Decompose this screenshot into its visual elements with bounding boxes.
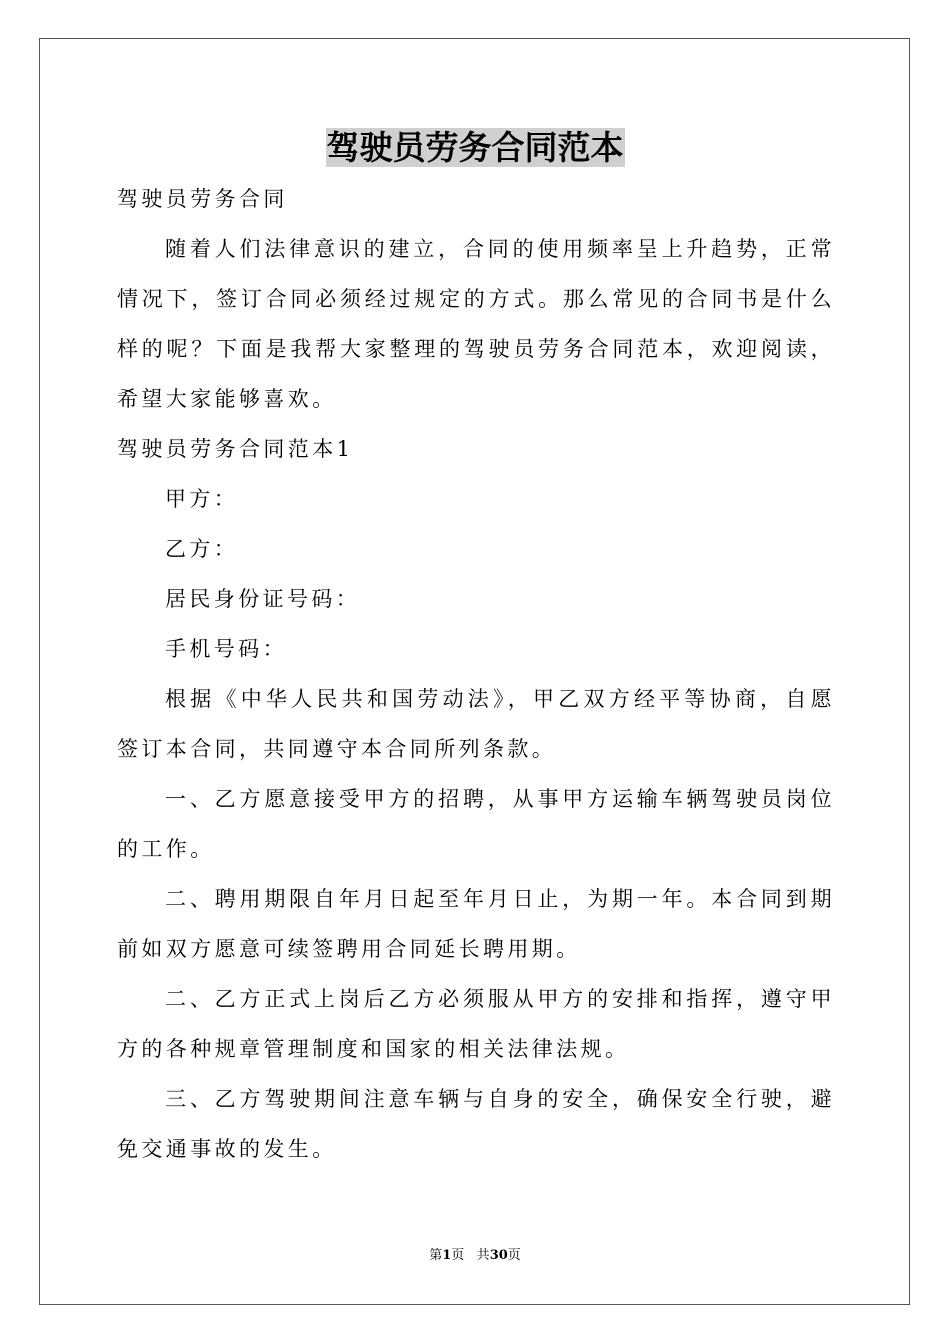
- page-prefix: 第: [429, 1248, 443, 1263]
- paragraph: 手机号码：: [165, 637, 287, 661]
- paragraph: 乙方：: [165, 537, 239, 561]
- paragraph: 甲方：: [165, 487, 239, 511]
- total-pages: 30: [489, 1248, 508, 1263]
- page-suffix: 页: [451, 1248, 465, 1263]
- paragraph: 根据《中华人民共和国劳动法》，甲乙双方经平等协商，自愿签订本合同，共同遵守本合同所列条款。: [117, 687, 835, 761]
- paragraph: 驾驶员劳务合同范本1: [117, 437, 354, 461]
- paragraph: 二、聘用期限自年月日起至年月日止，为期一年。本合同到期前如双方愿意可续签聘用合同延长聘用期。: [117, 887, 835, 961]
- page-footer: [0, 1246, 950, 1266]
- total-suffix: 页: [507, 1248, 521, 1263]
- document-body: [117, 174, 835, 1174]
- document-title-text: 驾驶员劳务合同范本: [326, 128, 624, 167]
- paragraph: 随着人们法律意识的建立，合同的使用频率呈上升趋势，正常情况下，签订合同必须经过规定的方式。那么常见的合同书是什么样的呢？下面是我帮大家整理的驾驶员劳务合同范本，欢迎阅读，希望大家能够喜欢。: [117, 237, 835, 411]
- paragraph: 三、乙方驾驶期间注意车辆与自身的安全，确保安全行驶，避免交通事故的发生。: [117, 1087, 835, 1161]
- paragraph: 居民身份证号码：: [165, 587, 361, 611]
- paragraph: 驾驶员劳务合同: [117, 187, 288, 211]
- page-number: 1: [442, 1248, 452, 1263]
- paragraph: 二、乙方正式上岗后乙方必须服从甲方的安排和指挥，遵守甲方的各种规章管理制度和国家的相关法律法规。: [117, 987, 835, 1061]
- total-prefix: 共: [476, 1248, 490, 1263]
- document-title: [0, 126, 950, 170]
- paragraph: 一、乙方愿意接受甲方的招聘，从事甲方运输车辆驾驶员岗位的工作。: [117, 787, 835, 861]
